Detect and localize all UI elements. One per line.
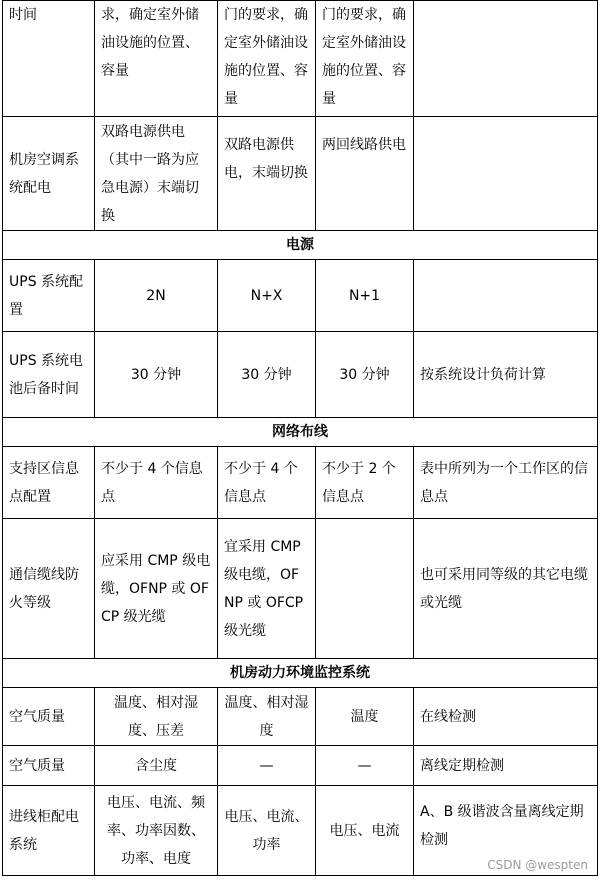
row-label: 空气质量 — [3, 688, 95, 746]
spec-table — [2, 0, 598, 876]
note-cell: 按系统设计负荷计算 — [414, 332, 598, 418]
watermark: CSDN @wespten — [487, 858, 588, 872]
row-label: 机房空调系统配电 — [3, 117, 95, 231]
row-label: 通信缆线防火等级 — [3, 519, 95, 659]
level-c-cell: N+1 — [316, 260, 414, 332]
section-header-row — [3, 418, 598, 447]
level-b-cell: 温度、相对湿度 — [218, 688, 316, 746]
row-label: 进线柜配电系统 — [3, 786, 95, 876]
level-c-cell: 温度 — [316, 688, 414, 746]
level-c-cell: 门的要求，确定室外储油设施的位置、容量 — [316, 1, 414, 117]
section-title: 机房动力环境监控系统 — [3, 659, 598, 688]
note-cell — [414, 260, 598, 332]
row-label: 空气质量 — [3, 746, 95, 786]
level-c-cell: 不少于 2 个信息点 — [316, 447, 414, 519]
level-c-cell: — — [316, 746, 414, 786]
table-row — [3, 447, 598, 519]
section-title: 电源 — [3, 231, 598, 260]
level-c-cell: 30 分钟 — [316, 332, 414, 418]
level-a-cell: 双路电源供电（其中一路为应急电源）末端切换 — [95, 117, 218, 231]
note-cell — [414, 1, 598, 117]
level-a-cell: 2N — [95, 260, 218, 332]
row-label: UPS 系统电池后备时间 — [3, 332, 95, 418]
level-a-cell: 30 分钟 — [95, 332, 218, 418]
note-cell: 表中所列为一个工作区的信息点 — [414, 447, 598, 519]
table-row — [3, 1, 598, 117]
level-a-cell: 应采用 CMP 级电缆，OFNP 或 OFCP 级光缆 — [95, 519, 218, 659]
level-c-cell: 两回线路供电 — [316, 117, 414, 231]
level-a-cell: 不少于 4 个信息点 — [95, 447, 218, 519]
level-a-cell: 温度、相对湿度、压差 — [95, 688, 218, 746]
table-row — [3, 519, 598, 659]
table-row — [3, 688, 598, 746]
note-cell: 也可采用同等级的其它电缆或光缆 — [414, 519, 598, 659]
level-c-cell — [316, 519, 414, 659]
note-cell — [414, 117, 598, 231]
table-row — [3, 332, 598, 418]
note-cell: 在线检测 — [414, 688, 598, 746]
level-b-cell: 不少于 4 个信息点 — [218, 447, 316, 519]
level-b-cell: N+X — [218, 260, 316, 332]
level-b-cell: — — [218, 746, 316, 786]
row-label: 时间 — [3, 1, 95, 117]
row-label: 支持区信息点配置 — [3, 447, 95, 519]
section-title: 网络布线 — [3, 418, 598, 447]
level-b-cell: 电压、电流、功率 — [218, 786, 316, 876]
level-b-cell: 宜采用 CMP 级电缆，OFNP 或 OFCP 级光缆 — [218, 519, 316, 659]
level-a-cell: 电压、电流、频率、功率因数、功率、电度 — [95, 786, 218, 876]
table-row — [3, 746, 598, 786]
note-cell: A、B 级谐波含量离线定期检测 — [414, 786, 598, 876]
row-label: UPS 系统配置 — [3, 260, 95, 332]
level-b-cell: 双路电源供电，末端切换 — [218, 117, 316, 231]
section-header-row — [3, 659, 598, 688]
level-c-cell: 电压、电流 — [316, 786, 414, 876]
level-a-cell: 含尘度 — [95, 746, 218, 786]
table-row — [3, 260, 598, 332]
section-header-row — [3, 231, 598, 260]
level-b-cell: 门的要求，确定室外储油设施的位置、容量 — [218, 1, 316, 117]
table-row — [3, 117, 598, 231]
note-cell: 离线定期检测 — [414, 746, 598, 786]
level-b-cell: 30 分钟 — [218, 332, 316, 418]
level-a-cell: 求，确定室外储油设施的位置、容量 — [95, 1, 218, 117]
